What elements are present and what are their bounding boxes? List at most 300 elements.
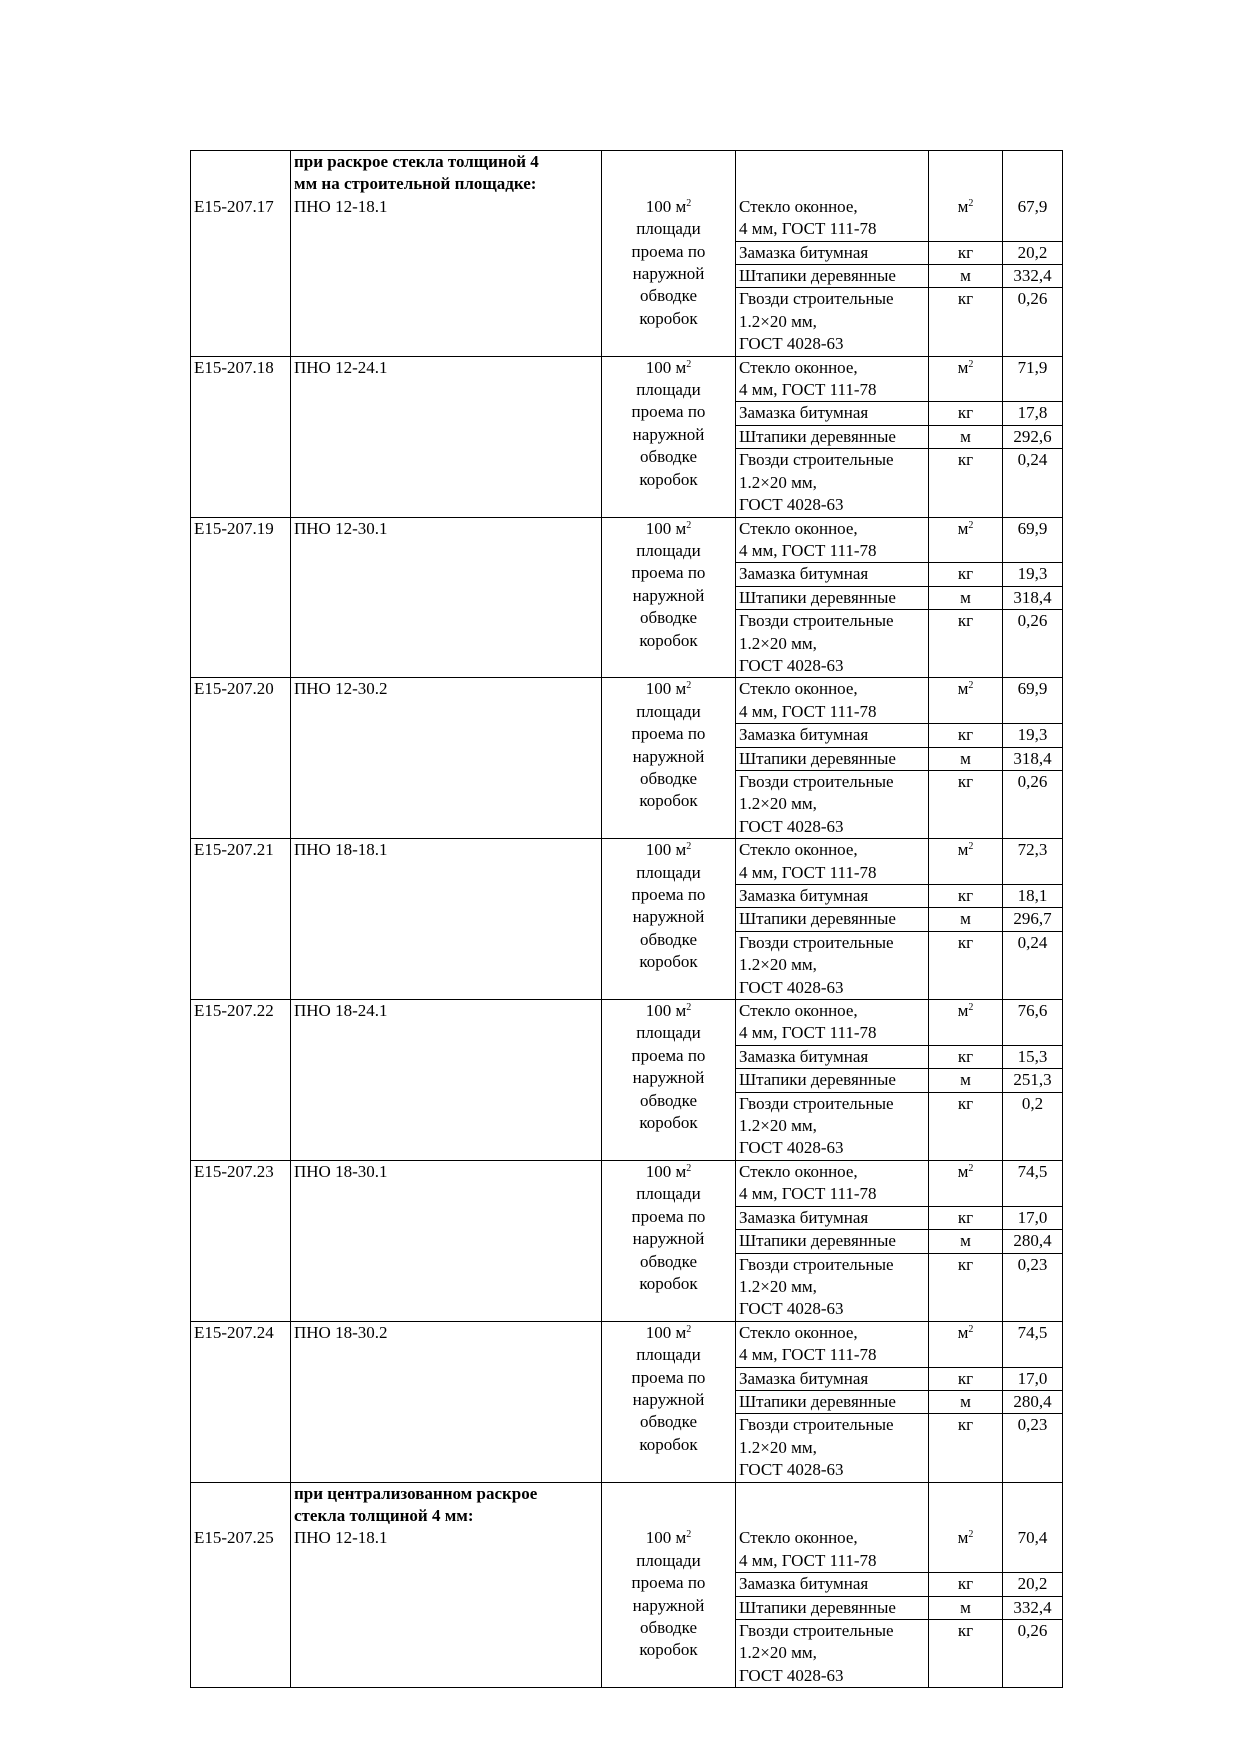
resource-name — [736, 1160, 929, 1206]
measure-superscript: 2 — [968, 1002, 974, 1014]
measure-unit: м — [929, 1069, 1003, 1092]
resource-line: Стекло оконное, — [739, 518, 858, 538]
resource-quantity: 76,6 — [1003, 1000, 1063, 1046]
resource-line: Гвозди строительные — [739, 450, 894, 470]
resource-name — [736, 1253, 929, 1321]
resource-quantity: 74,5 — [1003, 1160, 1063, 1206]
unit-line: площади — [636, 701, 701, 721]
unit-line: обводке — [639, 768, 698, 788]
section-heading-row — [191, 1482, 1063, 1527]
resource-quantity: 0,26 — [1003, 770, 1063, 838]
resource-quantity: 17,0 — [1003, 1206, 1063, 1229]
measure-superscript: 2 — [968, 197, 974, 209]
measure-m: м — [957, 840, 969, 860]
resource-name — [736, 1573, 929, 1596]
measure-unit — [929, 196, 1003, 241]
measure-m: м — [957, 679, 969, 699]
unit-line: площади — [636, 380, 701, 400]
measure-unit: кг — [929, 563, 1003, 586]
resource-name — [736, 747, 929, 770]
resource-row — [191, 517, 1063, 563]
resource-quantity: 69,9 — [1003, 678, 1063, 724]
resource-name — [736, 1527, 929, 1572]
unit-line: обводке — [639, 286, 698, 306]
resource-line: 4 мм, ГОСТ 111-78 — [739, 1184, 877, 1204]
resource-row — [191, 678, 1063, 724]
measure-unit: кг — [929, 241, 1003, 264]
code-cell — [191, 151, 291, 196]
measure-cell — [929, 1482, 1003, 1527]
section-heading-line: стекла толщиной 4 мм: — [294, 1505, 474, 1525]
unit-line: 100 м — [645, 1001, 687, 1021]
unit-line: площади — [636, 1550, 701, 1570]
unit-line: наружной — [632, 1595, 705, 1615]
resource-line: 4 мм, ГОСТ 111-78 — [739, 1023, 877, 1043]
measure-unit — [929, 1000, 1003, 1046]
resource-name — [736, 1206, 929, 1229]
resource-line: Штапики деревянные — [739, 587, 896, 607]
resource-quantity: 69,9 — [1003, 517, 1063, 563]
resource-line: 4 мм, ГОСТ 111-78 — [739, 380, 877, 400]
unit-line: наружной — [632, 907, 705, 927]
unit-line: площади — [636, 540, 701, 560]
quantity-cell — [1003, 151, 1063, 196]
unit-line: коробок — [639, 952, 698, 972]
unit-line: площади — [636, 219, 701, 239]
resource-row — [191, 1527, 1063, 1572]
unit-line: наружной — [632, 264, 705, 284]
resource-quantity: 0,24 — [1003, 449, 1063, 517]
measure-superscript: 2 — [968, 358, 974, 370]
resource-name — [736, 1367, 929, 1390]
resource-name — [736, 1069, 929, 1092]
resource-quantity: 318,4 — [1003, 747, 1063, 770]
unit-line: коробок — [639, 1434, 698, 1454]
measure-cell — [929, 151, 1003, 196]
unit-superscript: 2 — [686, 680, 692, 692]
resource-line: Замазка битумная — [739, 1574, 869, 1594]
resource-line: 4 мм, ГОСТ 111-78 — [739, 862, 877, 882]
norm-unit — [602, 839, 736, 1000]
resource-quantity: 0,26 — [1003, 288, 1063, 356]
resource-line: Штапики деревянные — [739, 748, 896, 768]
measure-unit — [929, 678, 1003, 724]
resource-name — [736, 839, 929, 885]
norm-unit — [602, 356, 736, 517]
norm-code: Е15-207.23 — [191, 1160, 291, 1321]
measure-superscript: 2 — [968, 1162, 974, 1174]
resource-quantity: 0,2 — [1003, 1092, 1063, 1160]
unit-line: коробок — [639, 1113, 698, 1133]
resource-quantity: 318,4 — [1003, 586, 1063, 609]
resource-quantity: 251,3 — [1003, 1069, 1063, 1092]
resource-row — [191, 1160, 1063, 1206]
measure-unit: кг — [929, 610, 1003, 678]
resource-line: Гвозди строительные — [739, 1621, 894, 1640]
unit-line: проема по — [631, 885, 706, 904]
resource-line: Стекло оконное, — [739, 1322, 858, 1342]
section-heading-row — [191, 151, 1063, 196]
unit-superscript: 2 — [686, 1162, 692, 1174]
norm-unit — [602, 517, 736, 678]
resource-name — [736, 563, 929, 586]
resource-quantity: 18,1 — [1003, 885, 1063, 908]
measure-m: м — [957, 357, 969, 377]
norm-unit — [602, 1160, 736, 1321]
measure-superscript: 2 — [968, 841, 974, 853]
norm-name: ПНО 12-18.1 — [291, 1527, 602, 1687]
resource-line: ГОСТ 4028-63 — [739, 495, 844, 515]
resource-line: 4 мм, ГОСТ 111-78 — [739, 701, 877, 721]
unit-line: площади — [636, 862, 701, 882]
unit-superscript: 2 — [686, 197, 692, 209]
measure-superscript: 2 — [968, 519, 974, 531]
resource-row — [191, 356, 1063, 402]
unit-line: 100 м — [645, 357, 687, 377]
resource-line: ГОСТ 4028-63 — [739, 334, 844, 354]
unit-line: проема по — [631, 402, 706, 422]
norm-code: Е15-207.19 — [191, 517, 291, 678]
resource-line: Замазка битумная — [739, 1368, 869, 1388]
norm-unit — [602, 1527, 736, 1687]
resource-line: Штапики деревянные — [739, 266, 896, 286]
resource-line: ГОСТ 4028-63 — [739, 1460, 844, 1480]
measure-m: м — [957, 196, 969, 216]
resource-name — [736, 931, 929, 999]
resource-line: Замазка битумная — [739, 564, 869, 584]
resource-name — [736, 610, 929, 678]
unit-superscript: 2 — [686, 841, 692, 853]
resource-quantity: 0,23 — [1003, 1253, 1063, 1321]
resource-quantity: 0,26 — [1003, 1620, 1063, 1688]
measure-superscript: 2 — [968, 1529, 974, 1541]
resource-line: Штапики деревянные — [739, 1597, 896, 1617]
norm-name: ПНО 18-18.1 — [291, 839, 602, 1000]
resource-line: Стекло оконное, — [739, 1161, 858, 1181]
unit-line: обводке — [639, 1412, 698, 1432]
unit-line: проема по — [631, 1206, 706, 1226]
resource-line: 1.2×20 мм, — [739, 1437, 817, 1457]
resource-name — [736, 402, 929, 425]
resource-line: 1.2×20 мм, — [739, 311, 817, 331]
resource-line: Штапики деревянные — [739, 1231, 896, 1251]
norm-unit — [602, 1321, 736, 1482]
measure-m: м — [957, 518, 969, 538]
unit-line: обводке — [639, 608, 698, 628]
resource-quantity: 20,2 — [1003, 1573, 1063, 1596]
measure-unit: м — [929, 747, 1003, 770]
norm-code: Е15-207.25 — [191, 1527, 291, 1687]
unit-line: 100 м — [645, 518, 687, 538]
resource-line: 1.2×20 мм, — [739, 633, 817, 653]
unit-superscript: 2 — [686, 519, 692, 531]
norm-code: Е15-207.17 — [191, 196, 291, 356]
resource-quantity: 0,26 — [1003, 610, 1063, 678]
resource-line: 4 мм, ГОСТ 111-78 — [739, 540, 877, 560]
resource-row — [191, 1321, 1063, 1367]
measure-unit: м — [929, 1390, 1003, 1413]
resource-quantity: 20,2 — [1003, 241, 1063, 264]
resource-name — [736, 265, 929, 288]
resource-quantity: 292,6 — [1003, 425, 1063, 448]
resource-line: Замазка битумная — [739, 1207, 869, 1227]
unit-line: наружной — [632, 1068, 705, 1088]
resource-quantity: 70,4 — [1003, 1527, 1063, 1572]
norm-unit — [602, 1000, 736, 1161]
measure-unit: кг — [929, 1206, 1003, 1229]
resource-line: Стекло оконное, — [739, 357, 858, 377]
measure-unit: кг — [929, 931, 1003, 999]
unit-cell — [602, 151, 736, 196]
measure-unit: кг — [929, 1367, 1003, 1390]
measure-superscript: 2 — [968, 1323, 974, 1335]
unit-cell — [602, 1482, 736, 1527]
norm-code: Е15-207.22 — [191, 1000, 291, 1161]
unit-line: площади — [636, 1184, 701, 1204]
unit-line: проема по — [631, 724, 706, 744]
resource-quantity: 0,23 — [1003, 1414, 1063, 1482]
unit-superscript: 2 — [686, 1002, 692, 1014]
unit-line: проема по — [631, 563, 706, 583]
resource-line: Замазка битумная — [739, 242, 869, 262]
unit-line: 100 м — [645, 1322, 687, 1342]
unit-line: проема по — [631, 241, 706, 261]
resource-quantity: 72,3 — [1003, 839, 1063, 885]
resource-quantity: 280,4 — [1003, 1230, 1063, 1253]
unit-superscript: 2 — [686, 1529, 692, 1541]
norms-table — [190, 150, 1063, 1688]
resource-line: 1.2×20 мм, — [739, 955, 817, 975]
resource-name — [736, 288, 929, 356]
unit-line: наружной — [632, 585, 705, 605]
unit-line: 100 м — [645, 1528, 687, 1548]
resource-line: ГОСТ 4028-63 — [739, 977, 844, 997]
resource-name — [736, 678, 929, 724]
resource-name — [736, 1230, 929, 1253]
unit-line: коробок — [639, 630, 698, 650]
resource-line: Замазка битумная — [739, 725, 869, 745]
norm-code: Е15-207.21 — [191, 839, 291, 1000]
unit-line: обводке — [639, 1251, 698, 1271]
resource-name — [736, 770, 929, 838]
measure-unit: кг — [929, 770, 1003, 838]
resource-name — [736, 724, 929, 747]
resource-line: 1.2×20 мм, — [739, 472, 817, 492]
measure-unit: кг — [929, 402, 1003, 425]
measure-unit — [929, 839, 1003, 885]
measure-unit: кг — [929, 1573, 1003, 1596]
measure-m: м — [957, 1322, 969, 1342]
resource-line: Стекло оконное, — [739, 679, 858, 699]
resource-line: Замазка битумная — [739, 1046, 869, 1066]
resource-line: ГОСТ 4028-63 — [739, 816, 844, 836]
unit-line: обводке — [639, 1090, 698, 1110]
unit-line: коробок — [639, 469, 698, 489]
resource-quantity: 71,9 — [1003, 356, 1063, 402]
resource-line: 1.2×20 мм, — [739, 794, 817, 814]
resource-name — [736, 586, 929, 609]
resource-line: Стекло оконное, — [739, 1528, 858, 1548]
resource-line: 1.2×20 мм, — [739, 1276, 817, 1296]
unit-line: проема по — [631, 1045, 706, 1065]
resource-quantity: 19,3 — [1003, 563, 1063, 586]
unit-line: 100 м — [645, 840, 687, 860]
resource-line: ГОСТ 4028-63 — [739, 1665, 844, 1685]
resource-quantity: 67,9 — [1003, 196, 1063, 241]
measure-m: м — [957, 1161, 969, 1181]
resource-quantity: 74,5 — [1003, 1321, 1063, 1367]
section-heading-line: мм на строительной площадке: — [294, 174, 537, 194]
unit-line: коробок — [639, 308, 698, 328]
unit-line: 100 м — [645, 679, 687, 699]
section-heading — [291, 151, 602, 196]
measure-unit: м — [929, 265, 1003, 288]
unit-line: проема по — [631, 1573, 706, 1593]
resource-quantity: 296,7 — [1003, 908, 1063, 931]
measure-unit — [929, 356, 1003, 402]
resource-line: Гвозди строительные — [739, 289, 894, 309]
resource-name — [736, 1414, 929, 1482]
resource-row — [191, 1000, 1063, 1046]
resource-name — [736, 196, 929, 241]
measure-unit: кг — [929, 885, 1003, 908]
resource-cell — [736, 1482, 929, 1527]
resource-name — [736, 1321, 929, 1367]
resource-line: Штапики деревянные — [739, 1391, 896, 1411]
resource-name — [736, 425, 929, 448]
unit-line: коробок — [639, 791, 698, 811]
norm-name: ПНО 18-30.1 — [291, 1160, 602, 1321]
resource-line: Замазка битумная — [739, 403, 869, 423]
resource-line: Гвозди строительные — [739, 771, 894, 791]
unit-line: площади — [636, 1023, 701, 1043]
measure-unit: кг — [929, 1414, 1003, 1482]
resource-line: Штапики деревянные — [739, 426, 896, 446]
norm-name: ПНО 12-30.1 — [291, 517, 602, 678]
resource-line: Гвозди строительные — [739, 1415, 894, 1435]
norms-table-body — [191, 151, 1063, 1688]
measure-unit: кг — [929, 1620, 1003, 1688]
resource-name — [736, 908, 929, 931]
resource-quantity: 15,3 — [1003, 1045, 1063, 1068]
measure-m: м — [957, 1001, 969, 1021]
measure-unit — [929, 517, 1003, 563]
norm-unit — [602, 196, 736, 356]
resource-line: ГОСТ 4028-63 — [739, 1299, 844, 1319]
unit-line: наружной — [632, 1229, 705, 1249]
unit-line: наружной — [632, 1389, 705, 1409]
measure-unit: м — [929, 586, 1003, 609]
section-heading-line: при централизованном раскрое — [294, 1483, 538, 1503]
measure-unit: кг — [929, 449, 1003, 517]
resource-name — [736, 356, 929, 402]
resource-line: Замазка битумная — [739, 886, 869, 905]
resource-cell — [736, 151, 929, 196]
resource-quantity: 332,4 — [1003, 1596, 1063, 1619]
resource-line: 4 мм, ГОСТ 111-78 — [739, 1550, 877, 1570]
unit-superscript: 2 — [686, 1323, 692, 1335]
norm-unit — [602, 678, 736, 839]
resource-quantity: 17,0 — [1003, 1367, 1063, 1390]
resource-line: 4 мм, ГОСТ 111-78 — [739, 219, 877, 239]
measure-unit: м — [929, 1596, 1003, 1619]
resource-line: Стекло оконное, — [739, 1001, 858, 1021]
resource-line: 4 мм, ГОСТ 111-78 — [739, 1345, 877, 1365]
resource-name — [736, 517, 929, 563]
resource-line: Стекло оконное, — [739, 196, 858, 216]
measure-unit: кг — [929, 288, 1003, 356]
resource-row — [191, 839, 1063, 885]
resource-line: 1.2×20 мм, — [739, 1116, 817, 1136]
measure-unit — [929, 1321, 1003, 1367]
resource-quantity: 19,3 — [1003, 724, 1063, 747]
resource-line: Гвозди строительные — [739, 1093, 894, 1113]
unit-line: обводке — [639, 447, 698, 467]
resource-quantity: 17,8 — [1003, 402, 1063, 425]
resource-quantity: 332,4 — [1003, 265, 1063, 288]
unit-line: коробок — [639, 1640, 698, 1660]
resource-line: Штапики деревянные — [739, 909, 896, 929]
resource-line: Гвозди строительные — [739, 611, 894, 631]
unit-line: обводке — [639, 1618, 698, 1637]
measure-m: м — [957, 1528, 969, 1548]
unit-line: наружной — [632, 746, 705, 766]
measure-unit — [929, 1527, 1003, 1572]
unit-line: площади — [636, 1345, 701, 1365]
resource-quantity: 280,4 — [1003, 1390, 1063, 1413]
unit-line: обводке — [639, 929, 698, 949]
resource-line: ГОСТ 4028-63 — [739, 655, 844, 675]
norm-name: ПНО 18-24.1 — [291, 1000, 602, 1161]
measure-unit: м — [929, 908, 1003, 931]
unit-line: коробок — [639, 1273, 698, 1293]
norm-code: Е15-207.20 — [191, 678, 291, 839]
quantity-cell — [1003, 1482, 1063, 1527]
resource-line: ГОСТ 4028-63 — [739, 1138, 844, 1158]
norm-name: ПНО 18-30.2 — [291, 1321, 602, 1482]
unit-superscript: 2 — [686, 358, 692, 370]
norm-name: ПНО 12-18.1 — [291, 196, 602, 356]
resource-name — [736, 1000, 929, 1046]
resource-name — [736, 449, 929, 517]
code-cell — [191, 1482, 291, 1527]
measure-superscript: 2 — [968, 680, 974, 692]
resource-name — [736, 241, 929, 264]
resource-name — [736, 1045, 929, 1068]
measure-unit: кг — [929, 1045, 1003, 1068]
measure-unit: кг — [929, 1092, 1003, 1160]
norm-code: Е15-207.24 — [191, 1321, 291, 1482]
resource-line: Гвозди строительные — [739, 1254, 894, 1274]
measure-unit — [929, 1160, 1003, 1206]
measure-unit: м — [929, 1230, 1003, 1253]
resource-quantity: 0,24 — [1003, 931, 1063, 999]
measure-unit: м — [929, 425, 1003, 448]
unit-line: проема по — [631, 1367, 706, 1387]
resource-name — [736, 1092, 929, 1160]
resource-line: Стекло оконное, — [739, 840, 858, 860]
norm-name: ПНО 12-24.1 — [291, 356, 602, 517]
unit-line: 100 м — [645, 1161, 687, 1181]
resource-line: Штапики деревянные — [739, 1070, 896, 1090]
unit-line: 100 м — [645, 196, 687, 216]
resource-line: 1.2×20 мм, — [739, 1643, 817, 1663]
norm-name: ПНО 12-30.2 — [291, 678, 602, 839]
measure-unit: кг — [929, 724, 1003, 747]
unit-line: наружной — [632, 424, 705, 444]
resource-row — [191, 196, 1063, 241]
resource-name — [736, 885, 929, 908]
